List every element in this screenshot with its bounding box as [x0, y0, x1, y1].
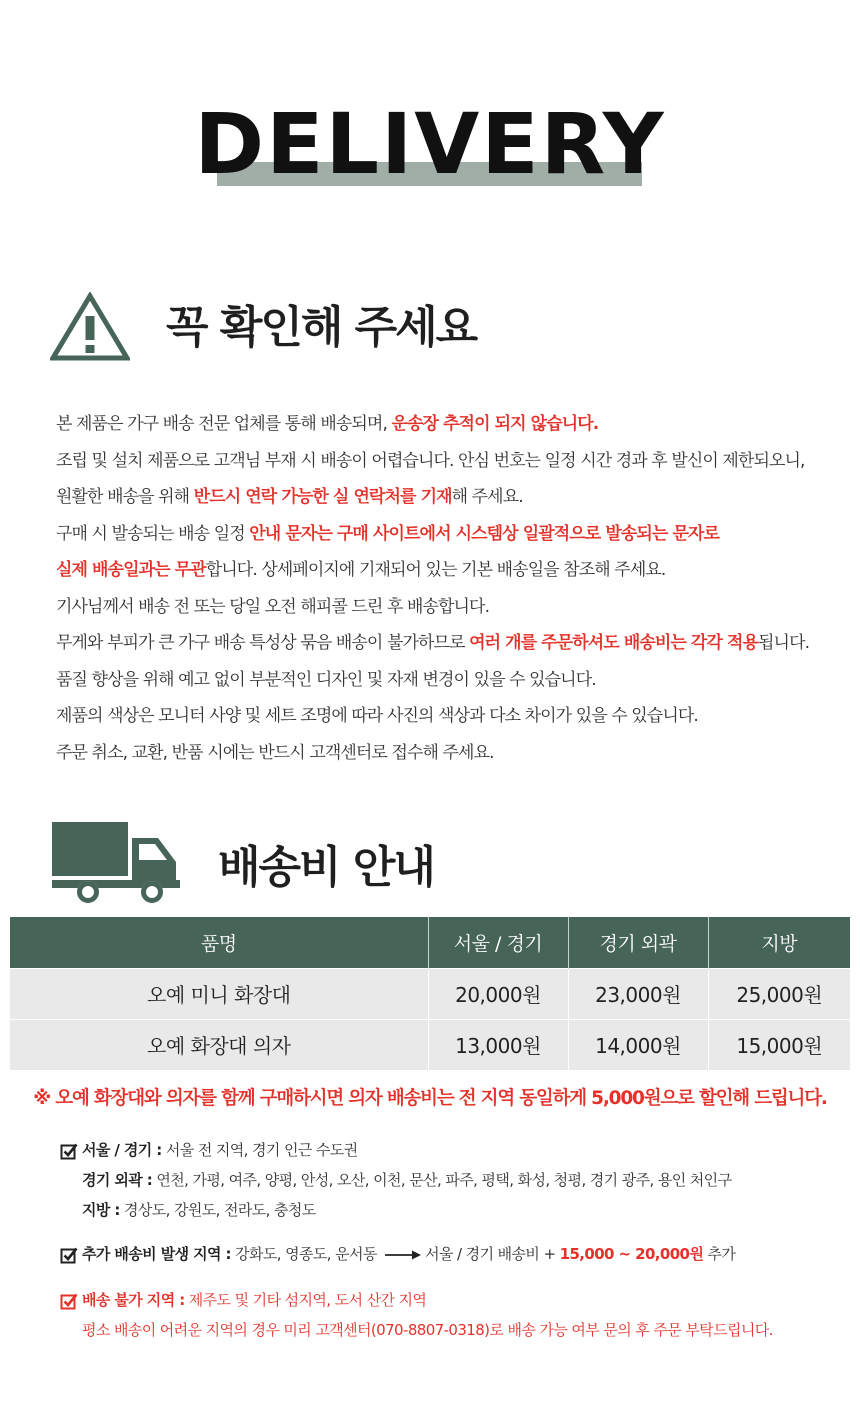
extra-fee-line [82, 1240, 735, 1268]
extra-fee-base: 서울 / 경기 배송비 + [420, 1245, 560, 1263]
notice-line [56, 698, 846, 735]
extra-fee-region [60, 1240, 850, 1270]
region-text: 서울 전 지역, 경기 인근 수도권 [161, 1141, 358, 1159]
notice-line [56, 589, 846, 626]
table-header-row [10, 917, 850, 968]
price-cell: 20,000원 [428, 968, 568, 1019]
shipping-fee-table [10, 917, 850, 1070]
no-delivery-areas: 제주도 및 기타 섬지역, 도서 산간 지역 [184, 1291, 427, 1309]
truck-icon [52, 820, 180, 910]
notice-text: 무게와 부피가 큰 가구 배송 특성상 묶음 배송이 불가하므로 [56, 633, 470, 653]
extra-fee-label: 추가 배송비 발생 지역 : [82, 1245, 231, 1263]
region-text: 경상도, 강원도, 전라도, 충청도 [119, 1201, 316, 1219]
notice-line [56, 552, 846, 589]
warning-icon [50, 292, 130, 362]
notice-line [56, 443, 846, 480]
notice-title: 꼭 확인해 주세요 [166, 302, 477, 353]
product-name-cell: 오예 화장대 의자 [10, 1019, 428, 1070]
notice-heading [50, 292, 810, 364]
column-header: 지방 [708, 917, 850, 968]
notice-text: 기사님께서 배송 전 또는 당일 오전 해피콜 드린 후 배송합니다. [56, 596, 490, 617]
shipping-title: 배송비 안내 [218, 842, 434, 893]
price-cell: 25,000원 [708, 968, 850, 1019]
no-delivery-note: 평소 배송이 어려운 지역의 경우 미리 고객센터(070-8807-0318)로 배송 가능 여부 문의 후 주문 부탁드립니다. [82, 1321, 773, 1339]
table-row [10, 1019, 850, 1070]
checkbox-icon [60, 1142, 78, 1160]
product-name-cell: 오예 미니 화장대 [10, 968, 428, 1019]
column-header: 품명 [10, 917, 428, 968]
region-text: 연천, 가평, 여주, 양평, 안성, 오산, 이천, 문산, 파주, 평택, 화성, 청평, 경기 광주, 용인 처인구 [152, 1171, 732, 1189]
no-delivery-label: 배송 불가 지역 : [82, 1291, 185, 1309]
extra-fee-suffix: 추가 [703, 1245, 736, 1263]
region-outer [82, 1166, 731, 1194]
notice-text: 구매 시 발송되는 배송 일정 [56, 523, 250, 544]
notice-highlight: 반드시 연락 가능한 실 연락처를 기재 [193, 487, 452, 507]
notice-text: 품질 향상을 위해 예고 없이 부분적인 디자인 및 자재 변경이 있을 수 있습니다. [56, 669, 596, 690]
notice-highlight: 실제 배송일과는 무관 [56, 560, 206, 580]
price-cell: 13,000원 [428, 1019, 568, 1070]
checkbox-icon [60, 1292, 78, 1310]
price-cell: 23,000원 [568, 968, 708, 1019]
notice-line [56, 479, 846, 516]
checkbox-icon [60, 1246, 78, 1264]
arrow-right-icon [381, 1250, 421, 1260]
notice-list [56, 406, 846, 771]
page-title: DELIVERY [194, 95, 666, 193]
notice-line [56, 625, 846, 662]
extra-fee-price: 15,000 ~ 20,000원 [559, 1245, 704, 1263]
price-cell: 14,000원 [568, 1019, 708, 1070]
region-label: 경기 외곽 : [82, 1171, 153, 1189]
no-delivery-region [60, 1286, 850, 1346]
notice-text: 주문 취소, 교환, 반품 시에는 반드시 고객센터로 접수해 주세요. [56, 742, 494, 763]
notice-text: 해 주세요. [451, 487, 523, 507]
column-header: 서울 / 경기 [428, 917, 568, 968]
notice-highlight: 여러 개를 주문하셔도 배송비는 각각 적용 [469, 633, 759, 653]
no-delivery-line [82, 1286, 426, 1314]
region-seoul [82, 1136, 358, 1164]
notice-line [56, 406, 846, 443]
region-label: 지방 : [82, 1201, 120, 1219]
notice-text: 합니다. 상세페이지에 기재되어 있는 기본 배송일을 참조해 주세요. [205, 560, 666, 580]
shipping-heading [52, 820, 812, 910]
column-header: 경기 외곽 [568, 917, 708, 968]
discount-notice: ※ 오예 화장대와 의자를 함께 구매하시면 의자 배송비는 전 지역 동일하게 5,000원으로 할인해 드립니다. [33, 1088, 827, 1109]
page-header [0, 96, 860, 196]
region-label: 서울 / 경기 : [82, 1141, 162, 1159]
notice-text: 조립 및 설치 제품으로 고객님 부재 시 배송이 어렵습니다. 안심 번호는 일정 시간 경과 후 발신이 제한되오니, [56, 450, 805, 471]
notice-highlight: 안내 문자는 구매 사이트에서 시스템상 일괄적으로 발송되는 문자로 [249, 523, 720, 544]
price-cell: 15,000원 [708, 1019, 850, 1070]
table-row [10, 968, 850, 1019]
region-local [82, 1196, 316, 1224]
notice-line [56, 662, 846, 699]
notice-text: 원활한 배송을 위해 [56, 487, 194, 507]
notice-text: 됩니다. [758, 633, 810, 653]
notice-line [56, 735, 846, 772]
notice-text: 제품의 색상은 모니터 사양 및 세트 조명에 따라 사진의 색상과 다소 차이가 있을 수 있습니다. [56, 706, 698, 726]
region-list [60, 1136, 850, 1226]
extra-fee-areas: 강화도, 영종도, 운서동 [230, 1245, 377, 1263]
notice-highlight: 운송장 추적이 되지 않습니다. [391, 414, 599, 434]
notice-text: 본 제품은 가구 배송 전문 업체를 통해 배송되며, [56, 414, 392, 434]
notice-line [56, 516, 846, 553]
